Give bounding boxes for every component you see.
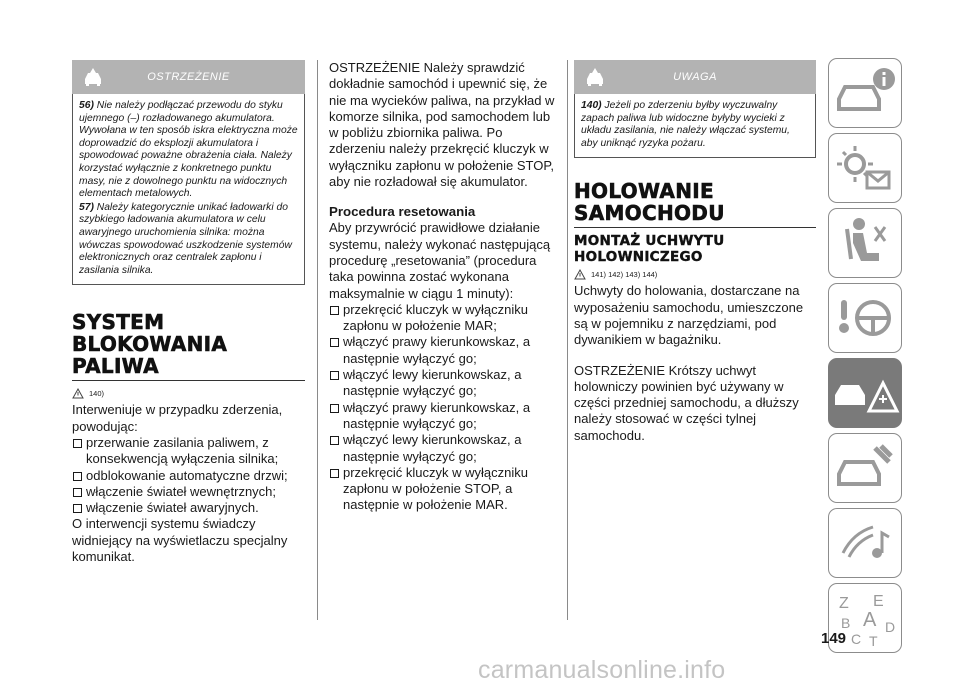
svg-text:C: C [851, 631, 862, 647]
subsection-title: MONTAŻ UCHWYTU HOLOWNICZEGO [574, 233, 725, 266]
tab-emergency[interactable] [828, 358, 902, 428]
tab-maintenance[interactable] [828, 433, 902, 503]
list-item: włączenie świateł wewnętrznych; [72, 484, 305, 500]
warning-paragraph: OSTRZEŻENIE Należy sprawdzić dokładnie samochód i upewnić się, że nie ma wycieków paliwa, na przykład w komorze silnika, pod samochodem lub w pobliżu zbiornika paliwa. Po zderzeniu należy przekręcić kluczyk w wyłączniku zapłonu w położenie STOP, aby nie rozładował się akumulator. [329, 60, 555, 190]
tab-driving[interactable] [828, 283, 902, 353]
tab-multimedia[interactable] [828, 508, 902, 578]
reference-list: 141) 142) 143) 144) [574, 267, 816, 281]
svg-text:E: E [873, 593, 884, 610]
tab-car-info[interactable] [828, 58, 902, 128]
subheading: Procedura resetowania [329, 204, 476, 220]
warning-triangle-icon [574, 269, 586, 280]
divider [72, 380, 305, 381]
list-item: przekręcić kluczyk w wyłączniku zapłonu w położenie MAR; [329, 302, 561, 335]
list-item: odblokowanie automatyczne drzwi; [72, 468, 305, 484]
list-item: włączyć lewy kierunkowskaz, a następnie wyłączyć go; [329, 367, 561, 400]
caution-box [574, 94, 816, 158]
section-title: SYSTEM BLOKOWANIA PALIWA [72, 310, 228, 379]
page-number: 149 [821, 630, 847, 647]
emergency-icon [829, 359, 901, 427]
watermark: carmanualsonline.info [478, 656, 726, 684]
outro-text: O interwencji systemu świadczy widniejący na wyświetlaczu specjalny komunikat. [72, 516, 288, 564]
middle-column [329, 60, 561, 514]
list-item: przekręcić kluczyk w wyłączniku zapłonu w położenie STOP, a następnie w położenie MAR. [329, 465, 561, 514]
list-item: włączyć lewy kierunkowskaz, a następnie wyłączyć go; [329, 432, 561, 465]
svg-text:T: T [869, 633, 878, 649]
safety-icon [829, 209, 901, 277]
list-item: włączyć prawy kierunkowskaz, a następnie wyłączyć go; [329, 334, 561, 367]
warning-item: 57) Należy kategorycznie unikać ładowarki do szybkiego ładowania akumulatora w celu awaryjnego uruchomienia silnika: można wówczas spowodować uszkodzenie systemów elektronicznych oraz centralek zapłonu i zasilania silnika. [79, 201, 292, 276]
tab-warning-lights[interactable] [828, 133, 902, 203]
svg-text:B: B [841, 615, 851, 631]
warning-box [72, 94, 305, 285]
car-caution-icon [584, 67, 606, 87]
multimedia-icon [829, 509, 901, 577]
warning-triangle-icon [72, 388, 84, 399]
maintenance-icon [829, 434, 901, 502]
driving-icon [829, 284, 901, 352]
left-column [72, 60, 305, 565]
svg-text:A: A [863, 609, 877, 631]
list-item: włączyć prawy kierunkowskaz, a następnie wyłączyć go; [329, 400, 561, 433]
reference-list: 140) [72, 386, 305, 400]
list-item: przerwanie zasilania paliwem, z konsekwencją wyłączenia silnika; [72, 435, 305, 468]
warning-lights-icon [829, 134, 901, 202]
warning-paragraph: OSTRZEŻENIE Krótszy uchwyt holowniczy powinien być używany w części przedniej samochodu, a dłuższy należy stosować w części tylnej samochodu. [574, 362, 799, 443]
column-divider [317, 60, 318, 620]
list-item: włączenie świateł awaryjnych. [72, 500, 305, 516]
svg-text:Z: Z [839, 595, 849, 612]
tab-safety[interactable] [828, 208, 902, 278]
warning-title: OSTRZEŻENIE [147, 71, 230, 83]
column-divider [567, 60, 568, 620]
bullet-list [72, 435, 305, 516]
caution-item: 140) Jeżeli po zderzeniu byłby wyczuwalny zapach paliwa lub widoczne byłyby wycieki z układu zasilania, nie należy włączać systemu, aby uniknąć ryzyka pożaru. [581, 100, 790, 149]
towing-paragraph: Uchwyty do holowania, dostarczane na wyposażeniu samochodu, umieszczone są w pojemniku z narzędziami, pod dywanikiem w bagażniku. [574, 283, 804, 348]
warning-header [72, 60, 305, 94]
section-title: HOLOWANIE SAMOCHODU [574, 179, 725, 226]
caution-header [574, 60, 816, 94]
procedure-paragraph: Aby przywrócić prawidłowe działanie systemu, należy wykonać następującą procedurę „resetowania” (procedura taka powinna zostać wykonana maksymalnie w ciągu 1 minuty): [329, 220, 551, 301]
chapter-tabs [828, 58, 904, 658]
car-warning-icon [82, 67, 104, 87]
svg-text:D: D [885, 619, 896, 635]
warning-item: 56) Nie należy podłączać przewodu do styku ujemnego (–) rozładowanego akumulatora. Wywołana w ten sposób iskra elektryczna może doprowadzić do eksplozji akumulatora i spowodować poważne obrażenia ciała. Należy korzystać wyłącznie z konkretnego punktu masy, nie z dowolnego punktu na widocznych elementach metalowych. [79, 100, 298, 200]
right-column [574, 60, 816, 444]
bullet-list [329, 302, 561, 514]
car-info-icon [829, 59, 901, 127]
divider [574, 227, 816, 228]
intro-text: Interweniuje w przypadku zderzenia, powodując: [72, 402, 283, 434]
caution-title: UWAGA [673, 71, 717, 83]
